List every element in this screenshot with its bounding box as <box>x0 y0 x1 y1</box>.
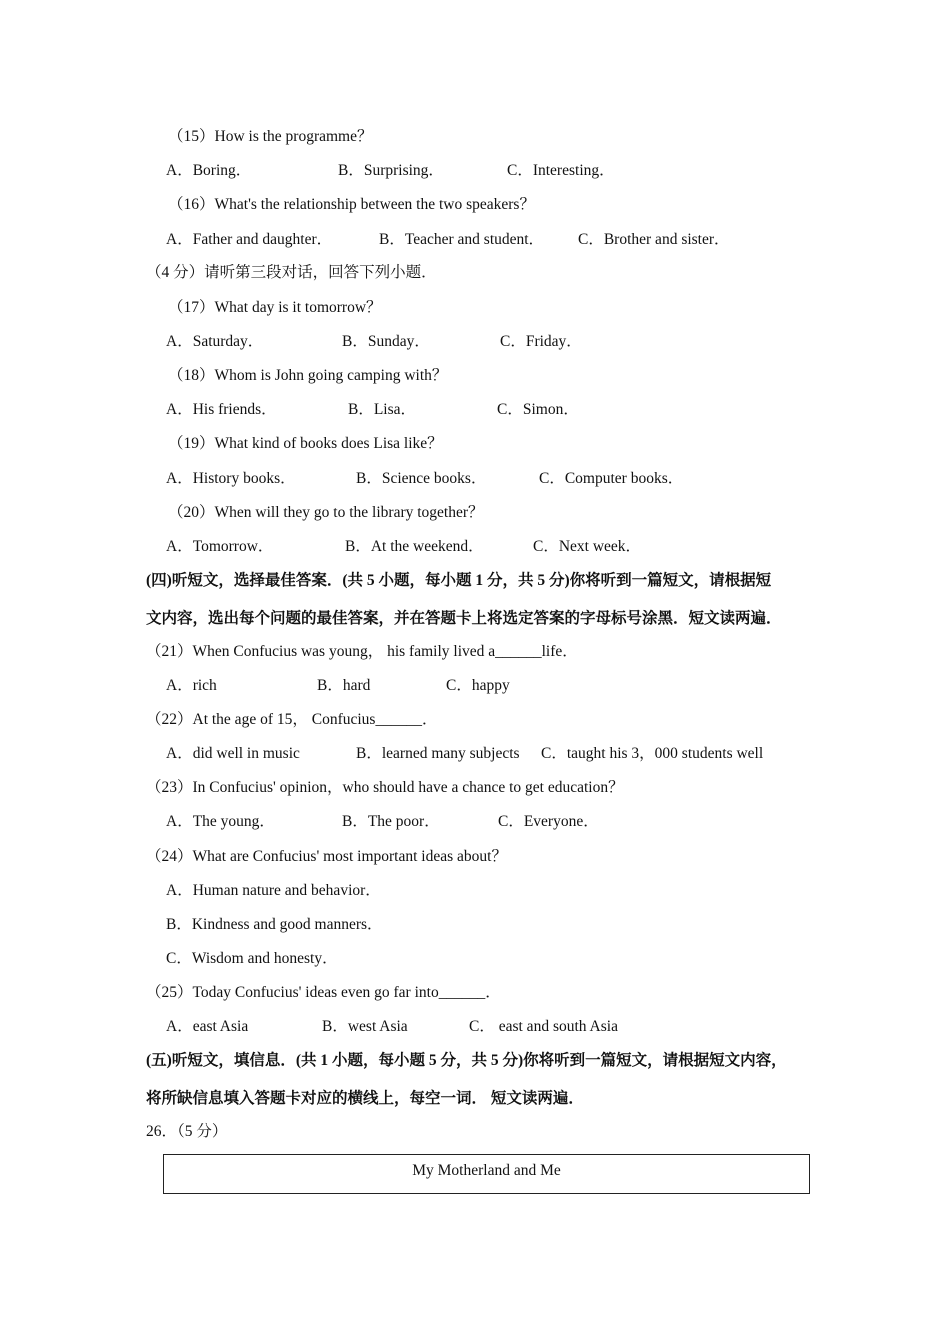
question-23-option-a: A．The young． <box>166 813 275 830</box>
table-title: My Motherland and Me <box>412 1162 561 1179</box>
section-4-heading-line2: 文内容，选出每个问题的最佳答案，并在答题卡上将选定答案的字母标号涂黑．短文读两遍． <box>146 610 782 627</box>
question-16-stem: （16）What's the relationship between the two speakers？ <box>168 196 535 213</box>
question-24-option-c: C．Wisdom and honesty． <box>166 950 338 967</box>
question-17-stem: （17）What day is it tomorrow？ <box>168 299 382 316</box>
question-20-stem: （20）When will they go to the library together？ <box>168 504 484 521</box>
question-15-option-c: C．Interesting． <box>507 162 615 179</box>
question-19-option-c: C．Computer books． <box>539 470 684 487</box>
question-24-option-b: B．Kindness and good manners． <box>166 916 383 933</box>
question-17-option-a: A．Saturday． <box>166 333 264 350</box>
section-5-heading-line1: (五)听短文，填信息．(共 1 小题，每小题 5 分，共 5 分)你将听到一篇短文，请根据短文内容， <box>146 1052 787 1069</box>
fill-in-table <box>163 1154 810 1194</box>
question-23-stem: （23）In Confucius' opinion，who should have a chance to get education？ <box>146 779 624 796</box>
question-26-label: 26．（5 分） <box>146 1123 228 1140</box>
question-21-option-a: A．rich <box>166 677 217 694</box>
question-16-option-c: C．Brother and sister． <box>578 231 730 248</box>
question-23-option-c: C．Everyone． <box>498 813 599 830</box>
question-19-option-b: B．Science books． <box>356 470 487 487</box>
question-22-stem: （22）At the age of 15， Confucius______． <box>146 711 438 728</box>
question-19-option-a: A．History books． <box>166 470 296 487</box>
question-15-option-b: B．Surprising． <box>338 162 444 179</box>
question-25-option-b: B．west Asia <box>322 1018 408 1035</box>
question-22-option-b: B．learned many subjects <box>356 745 520 762</box>
question-18-option-b: B．Lisa． <box>348 401 417 418</box>
question-17-option-b: B．Sunday． <box>342 333 430 350</box>
question-24-stem: （24）What are Confucius' most important ideas about？ <box>146 848 507 865</box>
question-15-option-a: A．Boring． <box>166 162 252 179</box>
question-16-option-b: B．Teacher and student． <box>379 231 545 248</box>
question-18-option-a: A．His friends． <box>166 401 277 418</box>
question-20-option-b: B．At the weekend． <box>345 538 484 555</box>
question-16-option-a: A．Father and daughter． <box>166 231 333 248</box>
question-23-option-b: B．The poor． <box>342 813 440 830</box>
section-4-heading-line1: (四)听短文，选择最佳答案．(共 5 小题，每小题 1 分，共 5 分)你将听到一篇短文，请根据短 <box>146 572 772 589</box>
question-25-stem: （25）Today Confucius' ideas even go far into______． <box>146 984 501 1001</box>
question-21-option-b: B．hard <box>317 677 371 694</box>
question-24-option-a: A．Human nature and behavior． <box>166 882 381 899</box>
question-18-stem: （18）Whom is John going camping with？ <box>168 367 448 384</box>
question-25-option-a: A．east Asia <box>166 1018 249 1035</box>
question-17-option-c: C．Friday． <box>500 333 582 350</box>
question-21-stem: （21）When Confucius was young， his family lived a______life． <box>146 643 578 660</box>
question-18-option-c: C．Simon． <box>497 401 579 418</box>
question-15-stem: （15）How is the programme？ <box>168 128 373 145</box>
question-21-option-c: C．happy <box>446 677 510 694</box>
question-25-option-c: C． east and south Asia <box>469 1018 618 1035</box>
question-19-stem: （19）What kind of books does Lisa like？ <box>168 435 443 452</box>
question-20-option-a: A．Tomorrow． <box>166 538 274 555</box>
section-5-heading-line2: 将所缺信息填入答题卡对应的横线上，每空一词． 短文读两遍． <box>146 1090 584 1107</box>
question-22-option-a: A．did well in music <box>166 745 300 762</box>
question-22-option-c: C．taught his 3，000 students well <box>541 745 764 762</box>
part3-intro: （4 分）请听第三段对话，回答下列小题． <box>146 264 437 281</box>
question-20-option-c: C．Next week． <box>533 538 642 555</box>
